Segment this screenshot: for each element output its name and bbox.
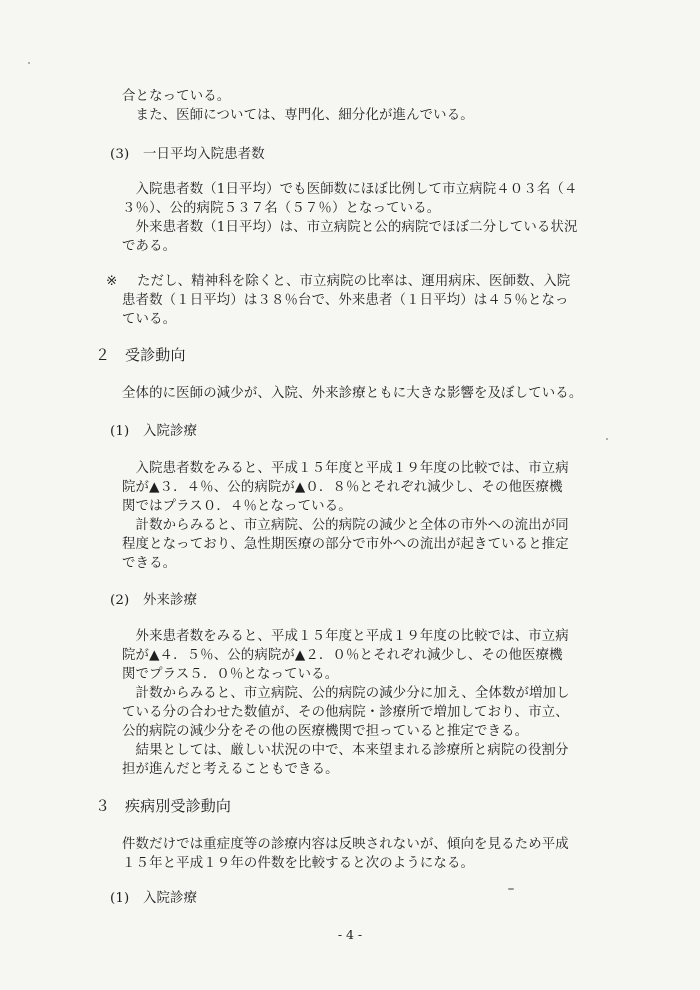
section-title: 受診動向: [125, 346, 186, 364]
body-text-line: 院が▲３．４％、公的病院が▲０．８％とそれぞれ減少し、その他医療機: [122, 480, 563, 495]
section-number: ２: [95, 346, 111, 364]
note-text-line: ただし、精神科を除くと、市立病院の比率は、運用病床、医師数、入院: [137, 274, 571, 289]
page-number: - 4 -: [337, 927, 363, 942]
body-text-line: 外来患者数（1日平均）は、市立病院と公的病院でほぼ二分している状況: [122, 220, 578, 235]
body-text-line: ている分の合わせた数値が、その他病院・診療所で増加しており、市立、: [122, 705, 569, 720]
body-text-line: 程度となっており、急性期医療の部分で市外への流出が起きていると推定: [122, 537, 569, 552]
body-text-line: 担が進んだと考えることもできる。: [122, 762, 339, 777]
body-text-line: 入院患者数（1日平均）でも医師数にほぼ比例して市立病院４０３名（４: [122, 182, 578, 197]
body-text-line: 公的病院の減少分をその他の医療機関で担っていると推定できる。: [122, 724, 529, 739]
body-text-line: 結果としては、厳しい状況の中で、本来望まれる診療所と病院の役割分: [122, 743, 569, 758]
body-text-line: 院が▲４．５％、公的病院が▲２．０％とそれぞれ減少し、その他医療機: [122, 648, 563, 663]
body-text-line: 関ではプラス０．４％となっている。: [122, 499, 352, 514]
scan-speck: [508, 888, 514, 890]
scan-speck: [28, 62, 30, 64]
body-text-line: また、医師については、専門化、細分化が進んでいる。: [122, 108, 474, 123]
body-text-line: 外来患者数をみると、平成１５年度と平成１９年度の比較では、市立病: [122, 629, 569, 644]
note-text-line: ている。: [122, 312, 177, 327]
subsection-heading: (3) 一日平均入院患者数: [110, 147, 265, 162]
body-text-line: ３％）、公的病院５３７名（５７％）となっている。: [122, 201, 441, 216]
note-mark: ※: [106, 274, 118, 289]
body-text-line: 計数からみると、市立病院、公的病院の減少分に加え、全体数が増加し: [122, 686, 570, 701]
body-text-line: 入院患者数をみると、平成１５年度と平成１９年度の比較では、市立病: [122, 461, 569, 476]
body-text-line: 全体的に医師の減少が、入院、外来診療ともに大きな影響を及ぼしている。: [122, 386, 583, 401]
subsection-heading: (2) 外来診療: [110, 593, 198, 608]
body-text-line: できる。: [122, 556, 177, 571]
body-text-line: 計数からみると、市立病院、公的病院の減少と全体の市外への流出が同: [122, 518, 569, 533]
body-text-line: １５年と平成１９年の件数を比較すると次のようになる。: [122, 856, 475, 871]
subsection-heading: (1) 入院診療: [110, 891, 198, 906]
body-text-line: 件数だけでは重症度等の診療内容は反映されないが、傾向を見るため平成: [122, 837, 569, 852]
note-text-line: 患者数（１日平均）は３８％台で、外来患者（１日平均）は４５％となっ: [122, 293, 569, 308]
body-text-line: 関でプラス５．０％となっている。: [122, 667, 339, 682]
scan-speck: [606, 438, 608, 440]
body-text-line: 合となっている。: [122, 89, 231, 104]
subsection-heading: (1) 入院診療: [110, 424, 198, 439]
section-number: ３: [95, 797, 111, 815]
section-title: 疾病別受診動向: [125, 797, 232, 815]
body-text-line: である。: [122, 239, 177, 254]
